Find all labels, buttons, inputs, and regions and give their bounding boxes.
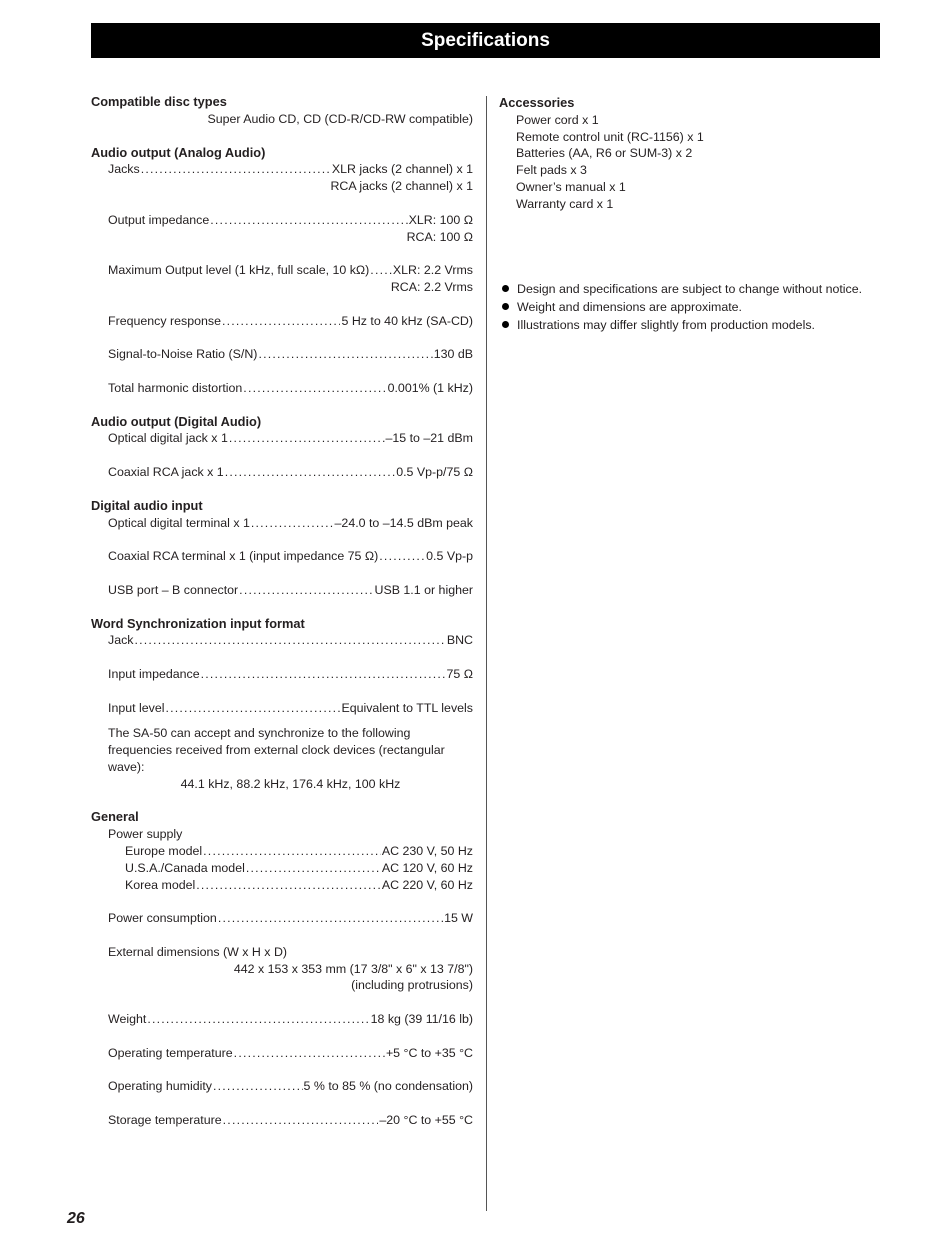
leader-dots [141,161,331,178]
spec-value: XLR: 2.2 Vrms [392,263,473,278]
word-sync-section [91,616,473,793]
column-divider [486,96,487,1211]
note-text: Weight and dimensions are approximate. [517,299,742,314]
leader-dots [379,548,425,565]
spec-label: Output impedance [108,212,210,227]
spec-row [91,632,473,649]
spec-row [91,1011,473,1028]
spec-row [91,860,473,877]
spec-row [91,1112,473,1129]
spec-value: 18 kg (39 11/16 lb) [370,1012,473,1027]
spec-label: External dimensions (W x H x D) [108,944,288,959]
spec-label: Operating humidity [108,1079,212,1094]
spec-row [91,380,473,397]
section-heading: Digital audio input [91,497,203,513]
spec-value: Equivalent to TTL levels [341,700,473,715]
leader-dots [213,1078,303,1095]
spec-value: –15 to –21 dBm [385,431,473,446]
list-item: Owner’s manual x 1 [516,179,626,194]
list-item: Power cord x 1 [516,112,599,127]
spec-value: –20 °C to +55 °C [379,1112,473,1127]
section-heading: Accessories [499,95,575,110]
spec-value: 442 x 153 x 353 mm (17 3/8" x 6" x 13 7/8") [233,961,473,976]
spec-row [91,582,473,599]
spec-label: Jack [108,633,134,648]
spec-label: Input level [108,700,165,715]
leader-dots [201,666,446,683]
sync-note: The SA-50 can accept and synchronize to the following frequencies received from external clock devices (rectangular wave): [108,726,445,774]
digital-output-section [91,414,473,481]
spec-label: Europe model [125,844,203,859]
leader-dots [165,700,340,717]
spec-value: USB 1.1 or higher [374,582,473,597]
spec-value: 5 Hz to 40 kHz (SA-CD) [341,313,473,328]
accessories-list [499,112,879,213]
spec-value: 0.5 Vp-p/75 Ω [396,464,473,479]
spec-label: U.S.A./Canada model [125,860,245,875]
spec-row [91,910,473,927]
spec-row [91,700,473,717]
list-item: Remote control unit (RC-1156) x 1 [516,129,704,144]
leader-dots [225,464,396,481]
leader-dots [223,1112,379,1129]
list-item [499,281,879,298]
section-heading: General [91,809,139,825]
spec-value: 130 dB [433,347,473,362]
leader-dots [370,262,392,279]
spec-row [91,515,473,532]
spec-row [91,212,473,229]
analog-output-section [91,145,473,397]
leader-dots [239,582,373,599]
spec-row [91,313,473,330]
spec-label: Total harmonic distortion [108,380,243,395]
spec-row [91,1078,473,1095]
spec-value: –24.0 to –14.5 dBm peak [334,515,473,530]
spec-row [91,1045,473,1062]
spec-label: Maximum Output level (1 kHz, full scale, 10 kΩ) [108,263,370,278]
spec-value: 75 Ω [446,666,473,681]
spec-label: Jacks [108,162,140,177]
spec-label: USB port – B connector [108,582,239,597]
leader-dots [210,212,407,229]
section-heading: Audio output (Analog Audio) [91,144,266,160]
spec-row [91,548,473,565]
leader-dots [203,843,381,860]
spec-value: +5 °C to +35 °C [385,1045,473,1060]
spec-label: Power consumption [108,911,217,926]
page-title: Specifications [91,23,880,58]
spec-row [91,262,473,279]
spec-row [91,843,473,860]
spec-value: AC 120 V, 60 Hz [381,860,473,875]
spec-value: 0.5 Vp-p [426,549,473,564]
spec-label: Input impedance [108,666,200,681]
specs-left-column [91,94,473,1146]
section-heading: Compatible disc types [91,94,227,109]
spec-label: Coaxial RCA terminal x 1 (input impedance 75 Ω) [108,549,379,564]
leader-dots [234,1045,385,1062]
digital-input-section [91,498,473,599]
list-item: Warranty card x 1 [516,196,614,211]
spec-value: XLR jacks (2 channel) x 1 [331,162,473,177]
page-number: 26 [67,1210,85,1227]
leader-dots [246,860,381,877]
spec-label: Korea model [125,877,196,892]
spec-label: Optical digital jack x 1 [108,431,228,446]
general-section [91,809,473,1128]
spec-label: Coaxial RCA jack x 1 [108,464,224,479]
notes-list [499,281,879,334]
spec-row [91,346,473,363]
list-item [499,299,879,316]
leader-dots [243,380,386,397]
leader-dots [258,346,432,363]
spec-label: Weight [108,1012,147,1027]
note-text: Illustrations may differ slightly from production models. [517,318,815,333]
spec-value: RCA: 2.2 Vrms [390,279,473,294]
spec-label: Frequency response [108,313,221,328]
spec-value: (including protrusions) [351,978,473,993]
spec-label: Storage temperature [108,1112,222,1127]
spec-value: RCA: 100 Ω [406,229,473,244]
spec-value: 15 W [444,911,473,926]
spec-value: AC 220 V, 60 Hz [381,877,473,892]
spec-row [91,877,473,894]
spec-label: Power supply [108,827,183,842]
bullet-icon [502,303,509,310]
spec-row [91,430,473,447]
spec-value: AC 230 V, 50 Hz [381,844,473,859]
leader-dots [222,313,341,330]
spec-value: 0.001% (1 kHz) [387,380,473,395]
spec-value: 5 % to 85 % (no condensation) [303,1079,473,1094]
leader-dots [218,910,443,927]
leader-dots [229,430,385,447]
section-heading: Audio output (Digital Audio) [91,413,262,429]
spec-label: Signal-to-Noise Ratio (S/N) [108,347,258,362]
spec-row [91,161,473,178]
list-item: Felt pads x 3 [516,163,587,178]
spec-label: Optical digital terminal x 1 [108,515,250,530]
spec-value: BNC [446,633,473,648]
spec-value: XLR: 100 Ω [408,212,473,227]
list-item [499,317,879,334]
specs-right-column [499,95,879,334]
spec-value: RCA jacks (2 channel) x 1 [330,179,473,194]
disc-types-section [91,94,473,128]
sync-frequencies: 44.1 kHz, 88.2 kHz, 176.4 kHz, 100 kHz [180,776,401,791]
bullet-icon [502,321,509,328]
leader-dots [147,1011,369,1028]
note-text: Design and specifications are subject to change without notice. [517,281,863,296]
section-heading: Word Synchronization input format [91,615,305,631]
bullet-icon [502,285,509,292]
leader-dots [196,877,381,894]
spec-label: Operating temperature [108,1045,233,1060]
leader-dots [251,515,334,532]
list-item: Batteries (AA, R6 or SUM-3) x 2 [516,146,693,161]
spec-row [91,666,473,683]
spec-value: Super Audio CD, CD (CD-R/CD-RW compatible) [207,111,473,126]
leader-dots [134,632,445,649]
spec-row [91,464,473,481]
